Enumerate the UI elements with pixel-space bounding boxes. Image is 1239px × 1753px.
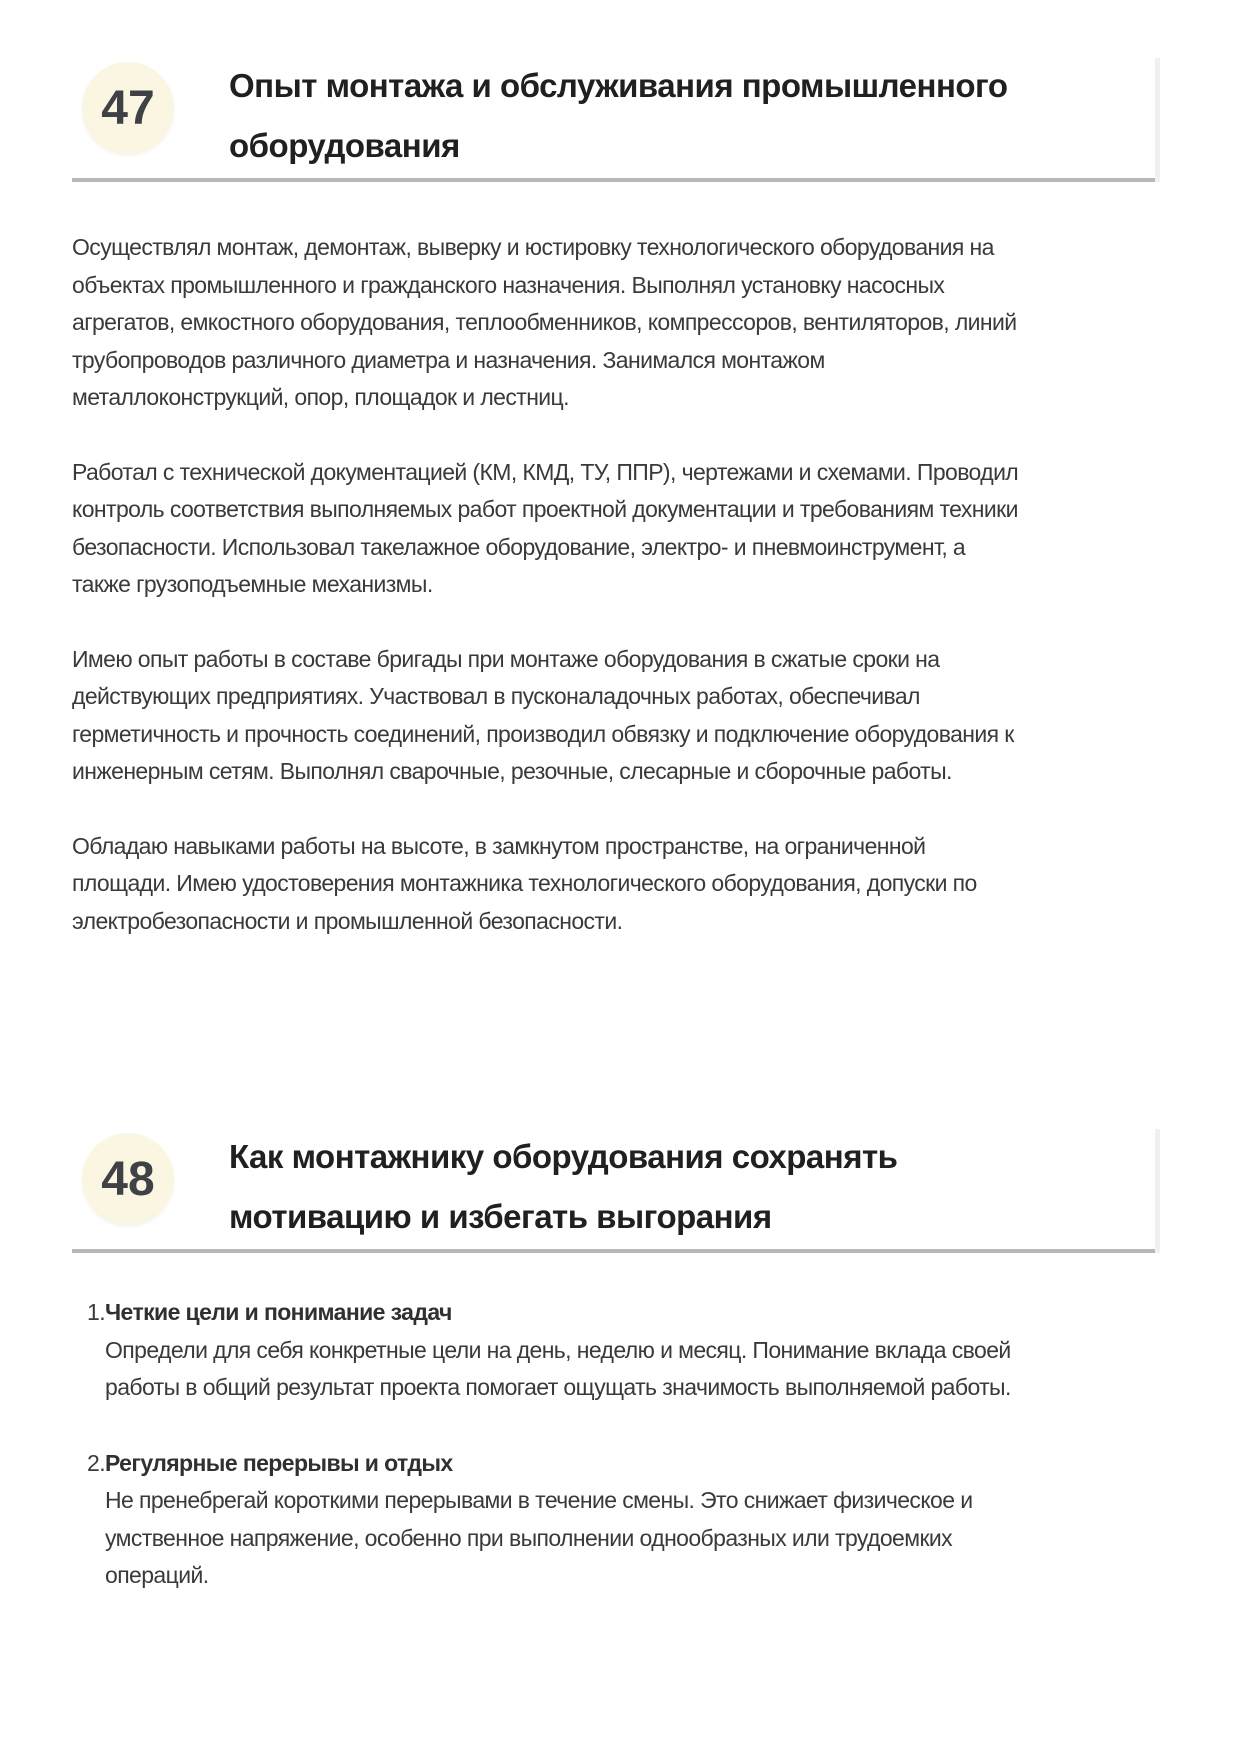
paragraph-1: Осуществлял монтаж, демонтаж, выверку и юстировку технологического оборудования на объектах промышленного и гражданского назначения. Выполнял установку насосных агрегатов, емкостного оборудования, теплообменников, компрессоров, вентиляторов, линий трубопроводов различного диаметра и назначения. Занимался монтажом металлоконструкций, опор, площадок и лестниц.	[72, 234, 1017, 410]
section-48-title	[229, 1127, 897, 1247]
list-item-body: Не пренебрегай короткими перерывами в течение смены. Это снижает физическое и умственное напряжение, особенно при выполнении однообразных или трудоемких операций.	[105, 1487, 973, 1588]
list-item	[72, 1294, 1040, 1407]
list-item	[72, 1445, 1040, 1595]
list-item-body: Определи для себя конкретные цели на день, неделю и месяц. Понимание вклада своей работы в общий результат проекта помогает ощущать значимость выполняемой работы.	[105, 1336, 1011, 1400]
section-47-body	[72, 229, 1158, 940]
list-item-marker: 1.	[87, 1299, 105, 1325]
paragraph-3: Имею опыт работы в составе бригады при монтаже оборудования в сжатые сроки на действующих предприятиях. Участвовал в пусконаладочных работах, обеспечивал герметичность и прочность соединений, производил обвязку и подключение оборудования к инженерным сетям. Выполнял сварочные, резочные, слесарные и сборочные работы.	[72, 645, 1014, 784]
section-48-number-badge: 48	[82, 1133, 174, 1225]
list-item-heading: Четкие цели и понимание задач	[105, 1299, 452, 1325]
section-48	[72, 1127, 1158, 1595]
list-item-heading: Регулярные перерывы и отдых	[105, 1449, 453, 1476]
section-47-title-line-1: Опыт монтажа и обслуживания промышленного	[229, 67, 1008, 104]
section-47-number-badge: 47	[82, 62, 174, 154]
tips-list	[72, 1294, 1158, 1595]
section-48-title-line-2: мотивацию и избегать выгорания	[229, 1198, 772, 1235]
paragraph-2: Работал с технической документацией (КМ, КМД, ТУ, ППР), чертежами и схемами. Проводил контроль соответствия выполняемых работ проектной документации и требованиям техники безопасности. Использовал такелажное оборудование, электро- и пневмоинструмент, а также грузоподъемные механизмы.	[72, 458, 1019, 597]
section-48-header	[72, 1127, 1158, 1253]
section-48-title-line-1: Как монтажнику оборудования сохранять	[229, 1138, 898, 1175]
section-47-title-line-2: оборудования	[229, 127, 460, 164]
paragraph-4: Обладаю навыками работы на высоте, в замкнутом пространстве, на ограниченной площади. Имею удостоверения монтажника технологического оборудования, допуски по электробезопасности и промышленной безопасности.	[72, 832, 977, 934]
list-item-marker: 2.	[87, 1449, 105, 1476]
section-47-header	[72, 56, 1158, 182]
section-47	[72, 0, 1158, 940]
section-47-title	[229, 56, 1008, 176]
